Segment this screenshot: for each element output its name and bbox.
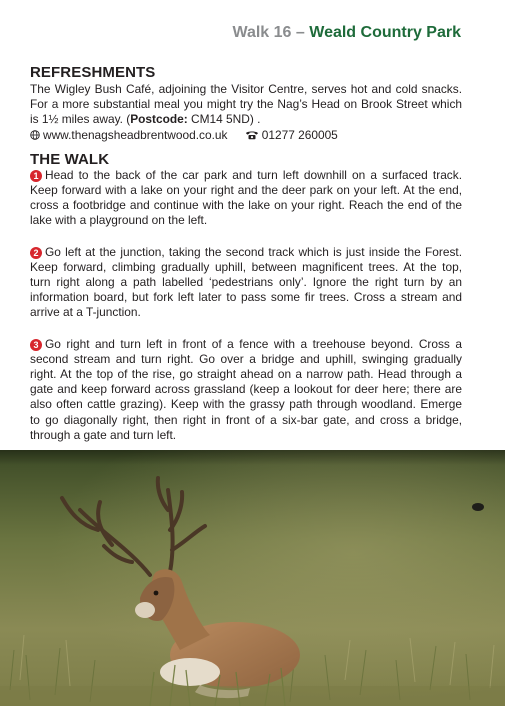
step-text: Go right and turn left in front of a fence with a treehouse beyond. Cross a second stream and turn right. Go over a bridge and uphill, swinging gradually right. At the top of the rise, go straight ahead on a narrow path. Head through a gate and keep forward across grassland (keep a lookout for deer here; there are also often cattle grazing). Keep with the grassy path through woodland. Emerge to go diagonally right, then right in front of a six-bar gate, and cross a bridge, through a gate and turn left. bbox=[30, 336, 462, 442]
refreshments-text bbox=[30, 82, 462, 128]
walk-heading: THE WALK bbox=[30, 150, 110, 168]
step-number-badge: 3 bbox=[30, 339, 42, 351]
postcode-label: Postcode: bbox=[130, 112, 188, 127]
phone-entry bbox=[245, 128, 338, 143]
step-number-badge: 1 bbox=[30, 170, 42, 182]
step-number-badge: 2 bbox=[30, 247, 42, 259]
walk-number: Walk 16 bbox=[232, 24, 292, 41]
website-entry bbox=[30, 128, 227, 143]
step-text: Go left at the junction, taking the second track which is just inside the Forest. Keep forward, climbing gradually uphill, between magnificent trees. At the top, turn right along a path labelled ‘pedestrians only’. Ignore the right turn by an information board, but fork left later to pass some fir trees. Cross a stream and arrive at a T-junction. bbox=[30, 244, 462, 320]
park-name: Weald Country Park bbox=[309, 24, 461, 41]
header-separator: – bbox=[295, 24, 310, 41]
refreshments-body: The Wigley Bush Café, adjoining the Visitor Centre, serves hot and cold snacks. For a more substantial meal you might try the Nag’s Head on Brook Street which is 1½ miles away. ( bbox=[30, 82, 462, 127]
website-link[interactable]: www.thenagsheadbrentwood.co.uk bbox=[43, 127, 228, 142]
step-text: Head to the back of the car park and turn left downhill on a surfaced track. Keep forward with a lake on your right and the deer park on your left. At the end, cross a footbridge and continue with the lake on your right. Reach the end of the lake with a playground on the left. bbox=[30, 167, 462, 228]
deer-photo bbox=[0, 450, 505, 706]
deer-in-grass-image bbox=[0, 450, 505, 706]
telephone-icon bbox=[245, 130, 259, 140]
phone-number: 01277 260005 bbox=[261, 127, 338, 142]
walk-step-1 bbox=[30, 168, 462, 229]
postcode-value: CM14 5ND) . bbox=[187, 112, 261, 127]
globe-icon bbox=[30, 130, 40, 140]
walk-step-2 bbox=[30, 245, 462, 321]
refreshments-heading: REFRESHMENTS bbox=[30, 64, 156, 81]
page-header bbox=[232, 24, 461, 42]
walk-step-3 bbox=[30, 337, 462, 443]
main-content bbox=[30, 64, 462, 443]
contact-line bbox=[30, 128, 462, 143]
